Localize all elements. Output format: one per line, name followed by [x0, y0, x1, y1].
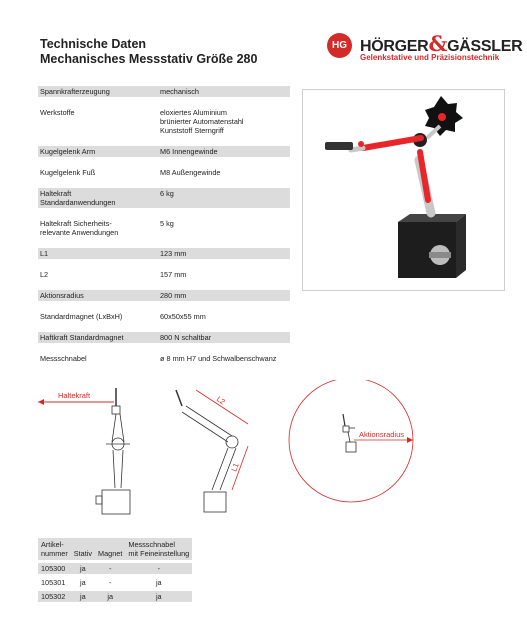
title-line-1: Technische Daten — [40, 37, 147, 51]
spec-value: 800 N schaltbar — [160, 333, 212, 342]
article-table — [38, 538, 192, 602]
logo-ampersand: & — [428, 31, 448, 56]
spec-value: eloxiertes Aluminium brünierter Automatenstahl Kunststoff Sterngriff — [160, 108, 244, 135]
article-column-header: Magnet — [95, 538, 125, 560]
spec-row — [38, 353, 290, 364]
table-cell: ja — [71, 591, 95, 602]
radius-holder — [343, 426, 349, 432]
radius-lower-arm — [348, 432, 350, 442]
spec-row — [38, 188, 290, 208]
spec-label: Haltekraft Sicherheits- relevante Anwendungen — [40, 219, 119, 237]
angled-upper-arm-b — [182, 412, 228, 442]
table-cell: 105302 — [38, 591, 71, 602]
spec-label: L1 — [40, 249, 49, 258]
angled-lower-arm-a — [212, 448, 228, 490]
spec-value: 60x50x55 mm — [160, 312, 206, 321]
angled-base — [204, 492, 226, 512]
spec-value: ø 8 mm H7 und Schwalbenschwanz — [160, 354, 277, 363]
dimension-diagrams — [36, 380, 511, 530]
spec-row — [38, 167, 290, 178]
table-cell: 105301 — [41, 578, 66, 587]
spec-label: Haftkraft Standardmagnet — [40, 333, 124, 342]
logo-tagline: Gelenkstative und Präzisionstechnik — [360, 53, 500, 62]
logo-name-2: GÄSSLER — [447, 38, 523, 55]
spec-row — [38, 218, 290, 238]
stand-arm-1a — [112, 414, 116, 442]
product-image — [302, 89, 505, 291]
article-table-header — [38, 538, 192, 560]
spec-label: Messschnabel — [40, 354, 87, 363]
spec-label: Haltekraft Standardanwendungen — [40, 189, 116, 207]
l1-label: L1 — [229, 461, 241, 473]
table-row — [38, 591, 192, 602]
aktionsradius-circle — [289, 380, 413, 502]
spec-row — [38, 290, 290, 301]
fine-adjust-dot — [358, 141, 364, 147]
spec-row — [38, 269, 290, 280]
spec-row — [38, 311, 290, 322]
spec-label: Spannkrafterzeugung — [40, 87, 110, 96]
spec-value: M6 Innengewinde — [160, 147, 218, 156]
spec-row — [38, 146, 290, 157]
spec-row — [38, 86, 290, 97]
spec-value: 280 mm — [160, 291, 187, 300]
company-logo — [327, 29, 523, 69]
spec-value: 157 mm — [160, 270, 187, 279]
table-cell: - — [95, 563, 125, 574]
table-cell: - — [108, 578, 112, 587]
logo-name-1: HÖRGER — [360, 38, 429, 55]
stand-switch — [96, 496, 102, 504]
spec-label: Werkstoffe — [40, 108, 75, 117]
stand-holder — [112, 406, 120, 414]
title-line-2: Mechanisches Messstativ Größe 280 — [40, 52, 258, 66]
article-column-header: Artikel- nummer — [38, 538, 71, 560]
star-knob-center — [438, 113, 446, 121]
spec-label: Kugelgelenk Arm — [40, 147, 96, 156]
table-cell: ja — [80, 578, 86, 587]
radius-arrow-head — [407, 437, 413, 443]
spec-value: 123 mm — [160, 249, 187, 258]
logo-mark-icon: HG — [327, 33, 352, 58]
spec-table — [38, 86, 290, 374]
article-table-body — [38, 560, 192, 602]
radius-probe — [343, 414, 345, 426]
table-cell: ja — [155, 578, 162, 587]
magnet-switch-lever — [429, 252, 451, 258]
upper-arm — [363, 138, 421, 148]
aktionsradius-label: Aktionsradius — [359, 430, 405, 439]
measuring-holder — [325, 142, 353, 150]
stand-arm-1b — [120, 414, 124, 442]
stand-base — [102, 490, 130, 514]
table-row — [38, 577, 192, 588]
angled-probe — [176, 390, 182, 406]
table-row — [38, 563, 192, 574]
article-column-header: Messschnabel mit Feineinstellung — [125, 538, 192, 560]
magnet-base-side — [456, 214, 466, 278]
page-title — [40, 37, 257, 67]
product-photo-illustration — [303, 90, 504, 290]
haltekraft-diagram — [38, 388, 130, 514]
l1-l2-diagram — [176, 390, 248, 512]
lower-arm — [420, 152, 428, 200]
aktionsradius-diagram — [289, 380, 413, 502]
spec-row — [38, 107, 290, 136]
table-cell: ja — [71, 563, 95, 574]
table-cell: 105300 — [38, 563, 71, 574]
table-cell: ja — [95, 591, 125, 602]
spec-row — [38, 248, 290, 259]
table-cell: - — [125, 563, 192, 574]
spec-label: L2 — [40, 270, 49, 279]
haltekraft-arrow-head — [38, 399, 44, 405]
stand-arm-2a — [113, 450, 115, 488]
spec-value: 5 kg — [160, 219, 174, 228]
haltekraft-label: Haltekraft — [58, 391, 91, 400]
spec-value: mechanisch — [160, 87, 199, 96]
l2-label: L2 — [214, 394, 227, 407]
spec-value: 6 kg — [160, 189, 174, 198]
angled-upper-arm-a — [186, 406, 232, 436]
stand-arm-2b — [121, 450, 123, 488]
radius-base — [346, 442, 356, 452]
spec-value: M8 Außengewinde — [160, 168, 221, 177]
article-column-header: Stativ — [71, 538, 95, 560]
spec-label: Standardmagnet (LxBxH) — [40, 312, 123, 321]
table-cell: ja — [125, 591, 192, 602]
spec-row — [38, 332, 290, 343]
spec-label: Aktionsradius — [40, 291, 84, 300]
spec-label: Kugelgelenk Fuß — [40, 168, 96, 177]
